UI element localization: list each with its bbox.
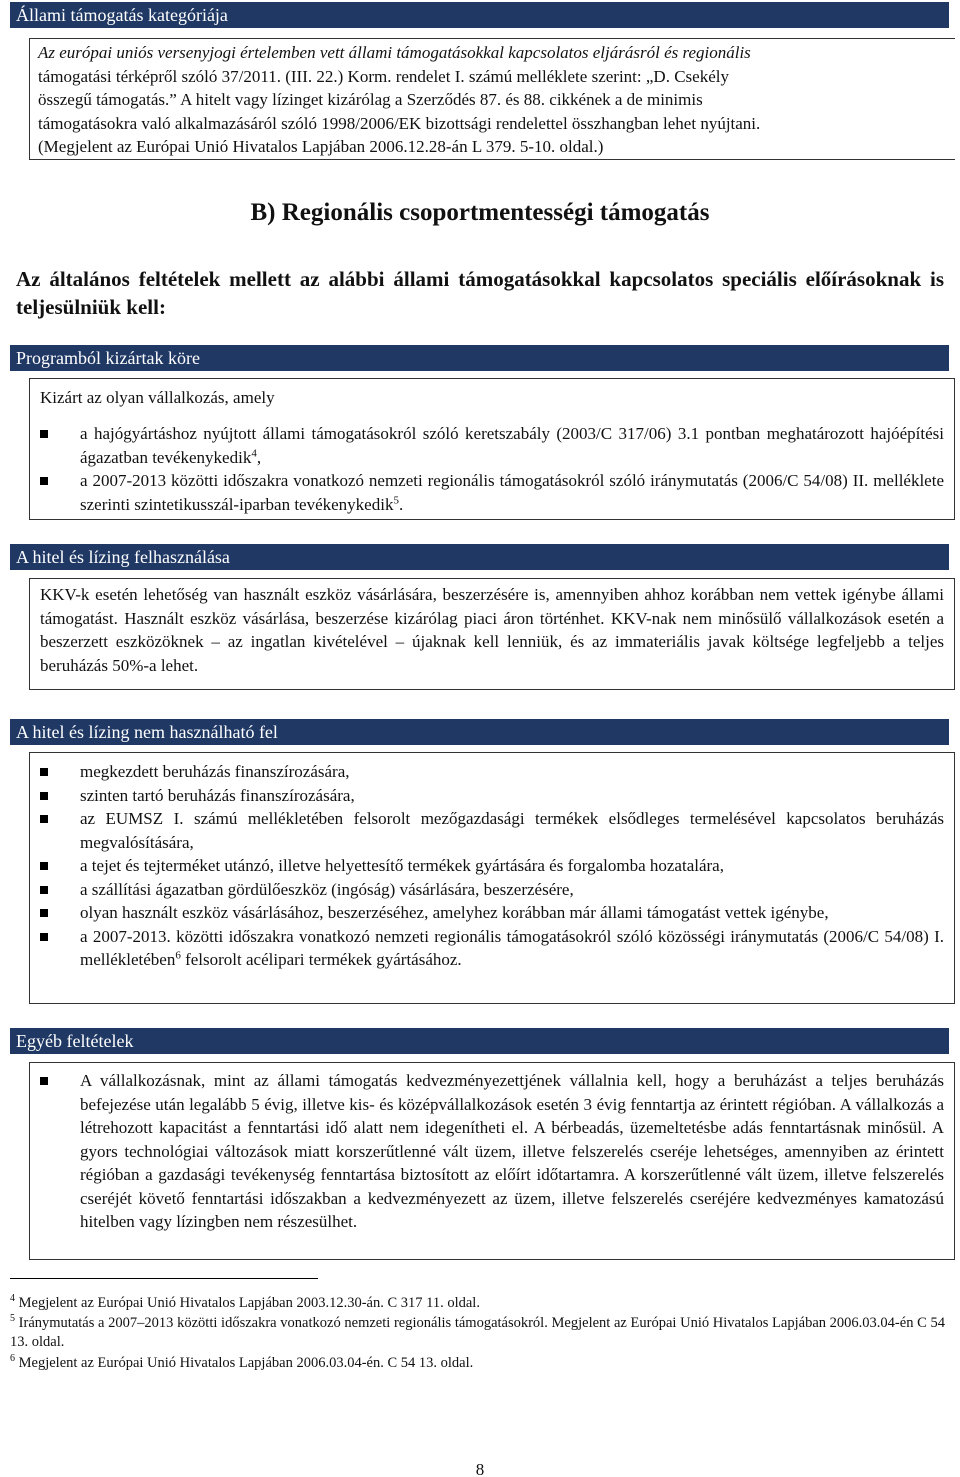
list-item: a tejet és tejterméket utánzó, illetve helyettesítő termékek gyártására és forgalomba hozatalára, bbox=[40, 854, 944, 878]
list-item: olyan használt eszköz vásárlásához, beszerzéséhez, amelyhez korábban már állami támogatást vettek igénybe, bbox=[40, 901, 944, 925]
use-text: KKV-k esetén lehetőség van használt eszköz vásárlására, beszerzésére is, amennyiben ahhoz korábban nem vettek igénybe állami támogatást. Használt eszköz vásárlása, beszerzése kizárólag piaci áron történhet. KKV-nak nem minősülő vállalkozások esetén a beszerzett eszközöknek – az ingatlan kivételével – újaknak kell lenniük, és az immateriális javak költsége legfeljebb a teljes beruházás 50%-a lehet. bbox=[40, 585, 944, 675]
not-use-list bbox=[40, 760, 944, 972]
list-item: szinten tartó beruházás finanszírozására, bbox=[40, 784, 944, 808]
footnote-5: $^5$ Iránymutatás a 2007–2013 közötti időszakra vonatkozó nemzeti regionális támogatásokról. Megjelent az Európai Unió Hivatalos Lapjában 2006.03.04-én C 54 13. oldal. bbox=[10, 1313, 945, 1350]
page-number: 8 bbox=[475, 1460, 485, 1477]
square-bullet-icon bbox=[40, 815, 48, 823]
other-list bbox=[40, 1069, 944, 1234]
square-bullet-icon bbox=[40, 886, 48, 894]
square-bullet-icon bbox=[40, 430, 48, 438]
square-bullet-icon bbox=[40, 768, 48, 776]
footnote-6: $^6$ Megjelent az Európai Unió Hivatalos Lapjában 2006.03.04-én. C 54 13. oldal. bbox=[10, 1353, 474, 1371]
square-bullet-icon bbox=[40, 909, 48, 917]
section-header-other: Egyéb feltételek bbox=[10, 1028, 949, 1054]
square-bullet-icon bbox=[40, 1077, 48, 1085]
square-bullet-icon bbox=[40, 477, 48, 485]
section-header-use: A hitel és lízing felhasználása bbox=[10, 544, 949, 570]
list-item: a 2007-2013. közötti időszakra vonatkozó nemzeti regionális támogatásokról szóló közösségi iránymutatás (2006/C 54/08) I. mellékletében$^6$ felsorolt acélipari termékek gyártásához. bbox=[40, 925, 944, 972]
square-bullet-icon bbox=[40, 792, 48, 800]
list-item: a 2007-2013 közötti időszakra vonatkozó nemzeti regionális támogatásokról szóló iránymutatás (2006/C 54/08) II. melléklete szerinti szintetikusszál-iparban tevékenykedik$^5$. bbox=[40, 469, 944, 516]
list-item: a szállítási ágazatban gördülőeszköz (ingóság) vásárlására, beszerzésére, bbox=[40, 878, 944, 902]
category-line-3: összegű támogatás.” A hitelt vagy lízinget kizárólag a Szerződés 87. és 88. cikkének a de minimis bbox=[38, 90, 703, 109]
section-header-excluded: Programból kizártak köre bbox=[10, 345, 949, 371]
category-line-2: támogatási térképről szóló 37/2011. (III. 22.) Korm. rendelet I. számú melléklete szerint: „D. Csekély bbox=[38, 66, 729, 86]
page-title: B) Regionális csoportmentességi támogatás bbox=[250, 199, 710, 226]
list-item: megkezdett beruházás finanszírozására, bbox=[40, 760, 944, 784]
excluded-list bbox=[40, 422, 944, 516]
category-line-1: Az európai uniós versenyjogi értelemben vett állami támogatásokkal kapcsolatos eljárásról és regionális bbox=[38, 43, 751, 62]
section-header-not-use: A hitel és lízing nem használható fel bbox=[10, 719, 949, 745]
footnote-4: $^4$ Megjelent az Európai Unió Hivatalos Lapjában 2003.12.30-án. C 317 11. oldal. bbox=[10, 1293, 480, 1311]
square-bullet-icon bbox=[40, 862, 48, 870]
list-item: A vállalkozásnak, mint az állami támogatás kedvezményezettjének vállalnia kell, hogy a beruházást a teljes beruházás befejezése után legalább 5 évig, illetve kis- és középvállalkozások esetén 3 évig fenntartja az érintett régióban. A vállalkozás a létrehozott kapacitást a fenntartási idő alatt nem idegenítheti el. A bérbeadás, üzemeltetésbe adás fenntartásnak minősül. A gyors technológiai változások miatt korszerűtlenné vált üzem, illetve felszerelés cseréje lehetséges, amennyiben az érintett régióban a gazdasági tevékenység fenntartása biztosított az előírt időtartamra. A korszerűtlenné vált üzem, illetve felszerelés cseréjét követő fenntartási időszakban a kedvezményezett az üzem, illetve felszerelés cseréjére kedvezményes kamatozású hitelben vagy lízingben nem részesülhet. bbox=[40, 1069, 944, 1234]
square-bullet-icon bbox=[40, 933, 48, 941]
footnote-separator bbox=[10, 1278, 318, 1279]
category-text bbox=[38, 41, 943, 159]
intro-text: Az általános feltételek mellett az alábbi állami támogatásokkal kapcsolatos speciális előírásoknak is teljesülniük kell: bbox=[16, 267, 944, 319]
category-line-5: (Megjelent az Európai Unió Hivatalos Lapjában 2006.12.28-án L 379. 5-10. oldal.) bbox=[38, 137, 604, 156]
section-header-category: Állami támogatás kategóriája bbox=[10, 2, 949, 28]
category-line-4: támogatásokra való alkalmazásáról szóló 1998/2006/EK bizottsági rendelettel összhangban lehet nyújtani. bbox=[38, 113, 761, 133]
list-item: az EUMSZ I. számú mellékletében felsorolt mezőgazdasági termékek elsődleges termelésével kapcsolatos beruházás megvalósítására, bbox=[40, 807, 944, 854]
list-item: a hajógyártáshoz nyújtott állami támogatásokról szóló keretszabály (2003/C 317/06) 3.1 pontban meghatározott hajóépítési ágazatban tevékenykedik$^4$, bbox=[40, 422, 944, 469]
excluded-lead: Kizárt az olyan vállalkozás, amely bbox=[40, 388, 275, 407]
